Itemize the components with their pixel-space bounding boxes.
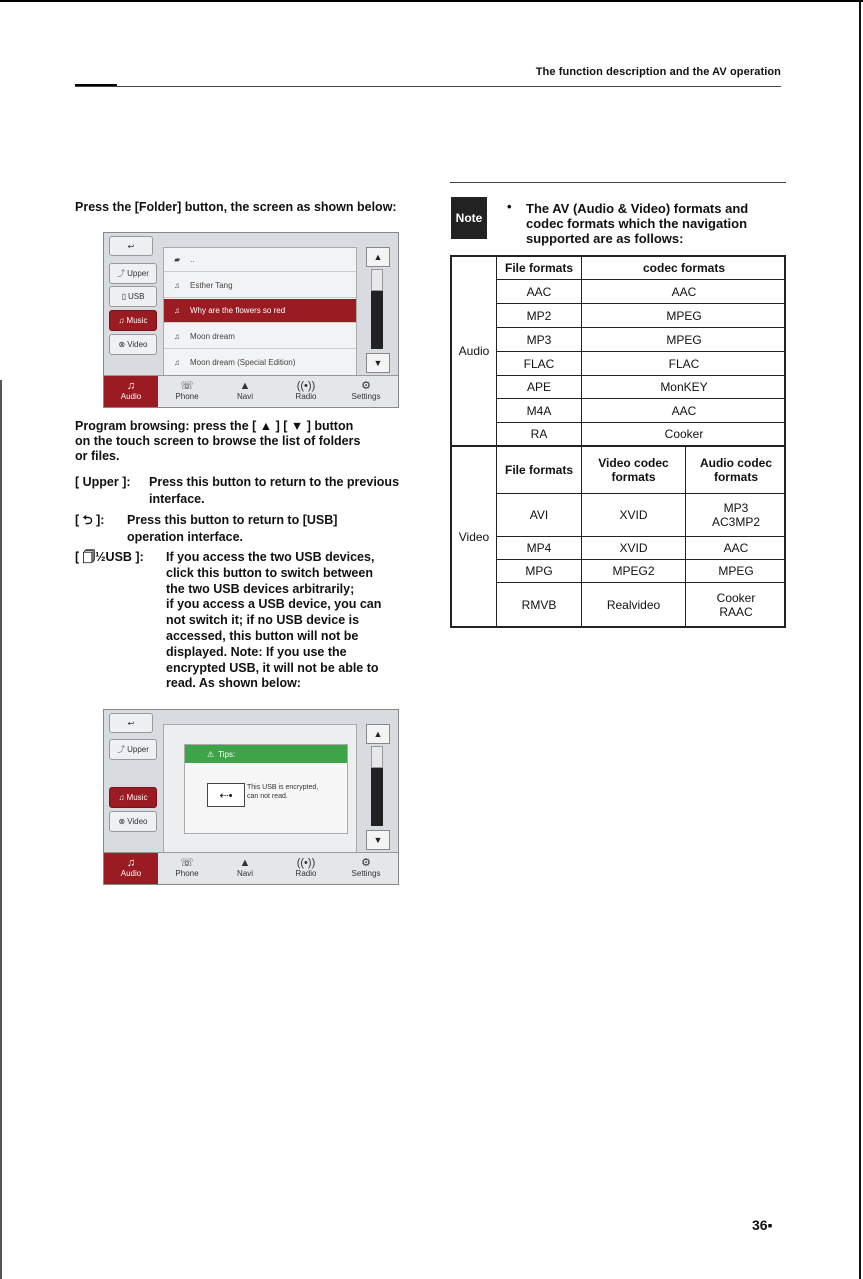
- phone-icon: ☏: [180, 857, 194, 869]
- right-border: [859, 0, 861, 1279]
- radio-icon: ((•)): [296, 857, 316, 869]
- bottom-nav: [104, 375, 398, 408]
- video-icon: ⊗: [118, 340, 126, 349]
- music-button[interactable]: ♫ Music: [109, 310, 157, 331]
- video-cell: Realvideo: [606, 597, 661, 612]
- upper-desc-line1: Press this button to return to the previous: [149, 475, 400, 489]
- usb-icon: ▯: [121, 292, 126, 301]
- left-border: [0, 380, 2, 1279]
- list-item[interactable]: ▰ ..: [164, 248, 356, 272]
- encrypted-usb-screen: [103, 709, 399, 885]
- radio-icon: ((•)): [296, 380, 316, 392]
- bottom-nav: [104, 852, 398, 885]
- navi-icon: ▲: [239, 380, 251, 392]
- nav-settings[interactable]: ⚙ Settings: [339, 853, 393, 885]
- video-cell: MP4: [526, 541, 552, 555]
- nav-radio[interactable]: ((•)) Radio: [279, 376, 333, 408]
- upper-icon: ⤴: [117, 269, 126, 278]
- audio-cell: FLAC: [668, 356, 700, 371]
- nav-navi[interactable]: ▲ Navi: [218, 853, 272, 885]
- top-border: [0, 0, 863, 2]
- audio-cell: MPEG: [666, 332, 702, 347]
- upper-button[interactable]: ⤴ Upper: [109, 263, 157, 284]
- video-cell: MPG: [525, 564, 553, 578]
- music-button[interactable]: ♫ Music: [109, 787, 157, 808]
- upper-term: [ Upper ]:: [75, 475, 131, 489]
- folder-screen: [103, 232, 399, 408]
- music-note-icon: ♫: [174, 306, 180, 315]
- upper-desc-line2: interface.: [149, 492, 205, 506]
- usb-button[interactable]: ▯ USB: [109, 286, 157, 307]
- video-cell: XVID: [619, 508, 648, 522]
- video-cell: XVID: [619, 541, 648, 555]
- warning-icon: ⚠: [207, 749, 215, 759]
- back-desc-line2: operation interface.: [127, 530, 243, 544]
- nav-radio[interactable]: ((•)) Radio: [279, 853, 333, 885]
- tips-header: ⚠ Tips:: [185, 745, 347, 763]
- scroll-up-button[interactable]: ▲: [366, 724, 390, 744]
- music-note-icon: ♫: [126, 857, 136, 869]
- scroll-down-button[interactable]: ▼: [366, 353, 390, 373]
- video-cell: AVI: [529, 508, 549, 522]
- audio-cell: AAC: [671, 403, 697, 418]
- video-button[interactable]: ⊗ Video: [109, 334, 157, 355]
- audio-cell: MonKEY: [660, 380, 708, 394]
- audio-cell: AAC: [671, 284, 697, 299]
- video-cell: MP3 AC3MP2: [711, 501, 761, 529]
- upper-icon: ⤴: [117, 745, 126, 754]
- video-cell: Cooker RAAC: [716, 590, 756, 619]
- header-rule-accent: [75, 84, 117, 86]
- nav-settings[interactable]: ⚙ Settings: [339, 376, 393, 408]
- back-button[interactable]: ↩: [109, 236, 153, 256]
- note-rule: [450, 182, 786, 183]
- note-badge: Note: [451, 197, 487, 239]
- audio-cell: Cooker: [664, 427, 704, 441]
- music-note-icon: ♫: [174, 357, 180, 367]
- list-item[interactable]: ♫ Moon dream (Special Edition): [174, 357, 296, 367]
- note-text: The AV (Audio & Video) formats and codec formats which the navigation supported are as follows:: [526, 201, 749, 246]
- navi-icon: ▲: [239, 857, 251, 869]
- audio-cell: AAC: [526, 284, 552, 299]
- scrollbar[interactable]: [366, 247, 390, 375]
- usb-icon: ⇠•: [207, 783, 245, 807]
- file-list: [163, 247, 357, 377]
- audio-header-codec: codec formats: [642, 261, 726, 275]
- gear-icon: ⚙: [361, 380, 371, 392]
- video-group-label: Video: [458, 529, 490, 544]
- phone-icon: ☏: [180, 380, 194, 392]
- usb-desc: If you access the two USB devices, click this button to switch between the two USB devices arbitrarily; if you access a USB device, you can not switch it; if no USB device is accessed, this button will not be displayed. Note: If you use the encrypted USB, it will not be able to read. As shown below:: [166, 550, 382, 691]
- folder-icon: ▰: [174, 255, 181, 264]
- tips-dialog: [184, 744, 348, 834]
- back-term: [ ⮌ ]:: [75, 513, 105, 527]
- video-cell: MPEG2: [612, 564, 655, 578]
- page-number: 36▪: [752, 1217, 773, 1233]
- video-header-file: File formats: [504, 463, 573, 477]
- gear-icon: ⚙: [361, 857, 371, 869]
- scrollbar[interactable]: [366, 724, 390, 852]
- back-button[interactable]: ↩: [109, 713, 153, 733]
- audio-header-file: File formats: [504, 261, 573, 275]
- header-rule: [75, 86, 781, 87]
- audio-cell: M4A: [526, 403, 552, 418]
- list-item[interactable]: ♫ Moon dream: [164, 325, 356, 349]
- audio-cell: MPEG: [666, 308, 702, 323]
- music-note-icon: ♫: [126, 380, 136, 392]
- scroll-thumb[interactable]: [371, 269, 383, 291]
- upper-button[interactable]: ⤴ Upper: [109, 739, 157, 760]
- audio-cell: MP2: [526, 308, 552, 323]
- audio-group-label: Audio: [458, 344, 490, 358]
- nav-audio[interactable]: ♫ Audio: [104, 376, 158, 408]
- intro-text: Press the [Folder] button, the screen as shown below:: [75, 200, 397, 214]
- usb-term: [ 🗍½USB ]:: [75, 550, 144, 564]
- scroll-thumb[interactable]: [371, 746, 383, 768]
- video-cell: MPEG: [718, 564, 754, 578]
- scroll-up-button[interactable]: ▲: [366, 247, 390, 267]
- format-table: [450, 255, 786, 628]
- nav-phone[interactable]: ☏ Phone: [160, 376, 214, 408]
- audio-cell: MP3: [526, 332, 552, 347]
- audio-cell: APE: [526, 380, 551, 394]
- video-icon: ⊗: [118, 817, 126, 826]
- audio-cell: FLAC: [523, 356, 555, 371]
- nav-audio[interactable]: ♫ Audio: [104, 853, 158, 885]
- scroll-down-button[interactable]: ▼: [366, 830, 390, 850]
- music-note-icon: ♫: [174, 332, 180, 341]
- back-desc-line1: Press this button to return to [USB]: [127, 513, 338, 527]
- nav-phone[interactable]: ☏ Phone: [160, 853, 214, 885]
- video-cell: AAC: [723, 541, 749, 555]
- program-browsing: Program browsing: press the [ ▲ ] [ ▼ ] button on the touch screen to browse the list of folders or files.: [75, 419, 361, 463]
- tips-message: This USB is encrypted, can not read.: [247, 784, 319, 800]
- running-head: The function description and the AV operation: [535, 66, 781, 78]
- nav-navi[interactable]: ▲ Navi: [218, 376, 272, 408]
- music-note-icon: ♫: [174, 281, 180, 290]
- music-note-icon: ♫: [118, 793, 125, 802]
- video-header-video-codec: Video codec formats: [598, 456, 669, 484]
- video-button[interactable]: ⊗ Video: [109, 811, 157, 832]
- list-item-selected[interactable]: ♫ Why are the flowers so red: [164, 299, 356, 323]
- video-cell: RMVB: [521, 597, 557, 612]
- music-note-icon: ♫: [118, 316, 125, 325]
- note-bullet: •: [507, 199, 512, 214]
- video-header-audio-codec: Audio codec formats: [699, 456, 772, 484]
- list-item[interactable]: ♫ Esther Tang: [164, 274, 356, 298]
- audio-cell: RA: [530, 427, 548, 441]
